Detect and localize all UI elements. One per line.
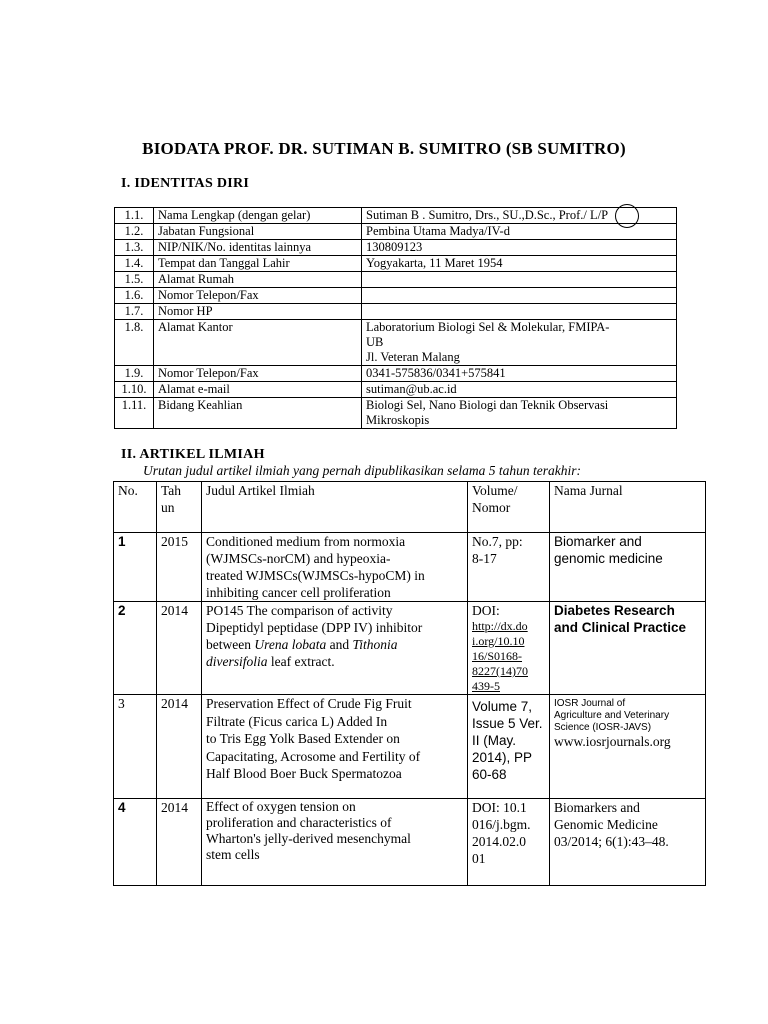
row-label: NIP/NIK/No. identitas lainnya <box>154 240 362 256</box>
expertise-line: Mikroskopis <box>366 413 430 427</box>
table-row <box>114 695 706 799</box>
volume-line: Issue 5 Ver. <box>472 716 543 731</box>
row-value <box>362 304 677 320</box>
row-label: Bidang Keahlian <box>154 398 362 429</box>
article-volume <box>468 799 550 886</box>
journal-line: and Clinical Practice <box>554 620 687 635</box>
header-journal: Nama Jurnal <box>550 482 706 533</box>
doi-link[interactable]: 8227(14)70 <box>472 664 528 678</box>
row-label: Nomor HP <box>154 304 362 320</box>
article-title <box>202 533 468 602</box>
volume-line: 8-17 <box>472 551 497 566</box>
row-value: 0341-575836/0341+575841 <box>362 366 677 382</box>
article-title <box>202 799 468 886</box>
article-volume <box>468 533 550 602</box>
article-volume <box>468 602 550 695</box>
row-number: 1.10. <box>115 382 154 398</box>
title-line: PO145 The comparison of activity <box>206 603 393 618</box>
journal-website: www.iosrjournals.org <box>554 734 671 749</box>
table-row <box>115 398 677 429</box>
volume-line: 60-68 <box>472 767 507 782</box>
table-row <box>115 304 677 320</box>
table-row <box>115 366 677 382</box>
row-number: 1.3. <box>115 240 154 256</box>
row-value <box>362 272 677 288</box>
title-line: Capacitating, Acrosome and Fertility of <box>206 748 421 764</box>
article-year: 2014 <box>157 695 202 799</box>
row-value: sutiman@ub.ac.id <box>362 382 677 398</box>
volume-line: 2014), PP <box>472 750 533 765</box>
row-label: Jabatan Fungsional <box>154 224 362 240</box>
journal-line: Biomarkers and <box>554 800 640 815</box>
row-value <box>362 288 677 304</box>
journal-line: Diabetes Research <box>554 603 675 618</box>
title-line: Conditioned medium from normoxia <box>206 534 406 549</box>
row-number: 1.8. <box>115 320 154 366</box>
table-row <box>115 256 677 272</box>
article-no: 1 <box>114 533 157 602</box>
row-value: 130809123 <box>362 240 677 256</box>
species-name: diversifolia <box>206 654 268 669</box>
volume-line: 2014.02.0 <box>472 834 526 849</box>
header-no: No. <box>114 482 157 533</box>
table-row <box>114 533 706 602</box>
identity-table <box>114 207 677 429</box>
row-number: 1.2. <box>115 224 154 240</box>
article-volume <box>468 695 550 799</box>
gender-circle-mark <box>615 204 639 228</box>
article-journal <box>550 602 706 695</box>
journal-line: Science (IOSR-JAVS) <box>554 722 652 733</box>
title-line: to Tris Egg Yolk Based Extender on <box>206 731 400 746</box>
row-number: 1.4. <box>115 256 154 272</box>
header-volume <box>468 482 550 533</box>
section-heading-identity: I. IDENTITAS DIRI <box>121 176 250 191</box>
row-number: 1.11. <box>115 398 154 429</box>
office-address-line: Jl. Veteran Malang <box>366 350 460 364</box>
header-volume-line: Nomor <box>472 500 511 515</box>
header-year-line: Tah <box>161 483 182 498</box>
row-label: Alamat Rumah <box>154 272 362 288</box>
row-number: 1.5. <box>115 272 154 288</box>
volume-line: Volume 7, <box>472 699 533 714</box>
article-journal <box>550 799 706 886</box>
section-heading-articles: II. ARTIKEL ILMIAH <box>121 447 265 462</box>
expertise-line: Biologi Sel, Nano Biologi dan Teknik Observasi <box>366 398 609 412</box>
species-name: Urena lobata <box>254 637 327 652</box>
table-row <box>115 288 677 304</box>
species-name: Tithonia <box>352 637 398 652</box>
title-line: Dipeptidyl peptidase (DPP IV) inhibitor <box>206 620 423 635</box>
row-number: 1.7. <box>115 304 154 320</box>
page-title: BIODATA PROF. DR. SUTIMAN B. SUMITRO (SB SUMITRO) <box>142 139 626 158</box>
journal-line: Agriculture and Veterinary <box>554 710 670 721</box>
article-year: 2015 <box>157 533 202 602</box>
header-year <box>157 482 202 533</box>
article-journal <box>550 695 706 799</box>
table-row <box>115 240 677 256</box>
title-line: Effect of oxygen tension on <box>206 799 356 814</box>
title-line: (WJMSCs-norCM) and hypeoxia- <box>206 551 391 566</box>
row-label: Alamat Kantor <box>154 320 362 366</box>
section-subtitle: Urutan judul artikel ilmiah yang pernah dipublikasikan selama 5 tahun terakhir: <box>143 463 581 478</box>
row-label: Nomor Telepon/Fax <box>154 366 362 382</box>
table-row <box>115 272 677 288</box>
header-year-line: un <box>161 500 175 515</box>
title-line: Filtrate (Ficus carica L) Added In <box>206 713 388 729</box>
title-line: inhibiting cancer cell proliferation <box>206 585 391 600</box>
row-number: 1.9. <box>115 366 154 382</box>
title-line: treated WJMSCs(WJMSCs-hypoCM) in <box>206 568 425 583</box>
article-no: 3 <box>114 695 157 799</box>
table-header-row <box>114 482 706 533</box>
article-journal <box>550 533 706 602</box>
title-line: between Urena lobata and Tithonia <box>206 637 398 652</box>
title-line: stem cells <box>206 847 260 862</box>
journal-line: IOSR Journal of <box>554 698 626 709</box>
title-line: Half Blood Boer Buck Spermatozoa <box>206 766 402 781</box>
row-value: Yogyakarta, 11 Maret 1954 <box>362 256 677 272</box>
title-line: Wharton's jelly-derived mesenchymal <box>206 831 411 846</box>
title-line: Preservation Effect of Crude Fig Fruit <box>206 696 412 711</box>
volume-line: 01 <box>472 851 486 866</box>
doi-link[interactable]: 16/S0168- <box>472 649 523 663</box>
row-label: Alamat e-mail <box>154 382 362 398</box>
volume-line: No.7, pp: <box>472 534 523 549</box>
doi-link[interactable]: i.org/10.10 <box>472 634 525 648</box>
article-no: 4 <box>114 799 157 886</box>
volume-line: 016/j.bgm. <box>472 817 531 832</box>
title-line: proliferation and characteristics of <box>206 815 392 830</box>
row-value <box>362 398 677 429</box>
header-title: Judul Artikel Ilmiah <box>202 482 468 533</box>
row-value: Sutiman B . Sumitro, Drs., SU.,D.Sc., Prof./ L/P <box>362 208 677 224</box>
row-value <box>362 320 677 366</box>
article-no: 2 <box>114 602 157 695</box>
article-title <box>202 695 468 799</box>
volume-line: DOI: <box>472 603 500 618</box>
journal-line: Genomic Medicine <box>554 817 658 832</box>
doi-link[interactable]: 439-5 <box>472 679 500 693</box>
doi-link[interactable]: http://dx.do <box>472 619 528 633</box>
office-address-line: UB <box>366 335 384 349</box>
row-label: Tempat dan Tanggal Lahir <box>154 256 362 272</box>
row-label: Nama Lengkap (dengan gelar) <box>154 208 362 224</box>
header-volume-line: Volume/ <box>472 483 518 498</box>
row-label: Nomor Telepon/Fax <box>154 288 362 304</box>
row-number: 1.6. <box>115 288 154 304</box>
table-row <box>115 382 677 398</box>
row-value: Pembina Utama Madya/IV-d <box>362 224 677 240</box>
table-row <box>115 224 677 240</box>
row-number: 1.1. <box>115 208 154 224</box>
journal-line: 03/2014; 6(1):43–48. <box>554 834 669 849</box>
article-year: 2014 <box>157 799 202 886</box>
office-address-line: Laboratorium Biologi Sel & Molekular, FMIPA- <box>366 320 610 334</box>
article-title <box>202 602 468 695</box>
volume-line: II (May. <box>472 733 517 748</box>
title-line: diversifolia leaf extract. <box>206 654 335 669</box>
table-row <box>114 602 706 695</box>
journal-line: genomic medicine <box>554 551 663 566</box>
article-year: 2014 <box>157 602 202 695</box>
volume-line: DOI: 10.1 <box>472 800 527 815</box>
articles-table <box>113 481 706 886</box>
table-row <box>115 320 677 366</box>
journal-line: Biomarker and <box>554 534 642 549</box>
table-row <box>115 208 677 224</box>
table-row <box>114 799 706 886</box>
